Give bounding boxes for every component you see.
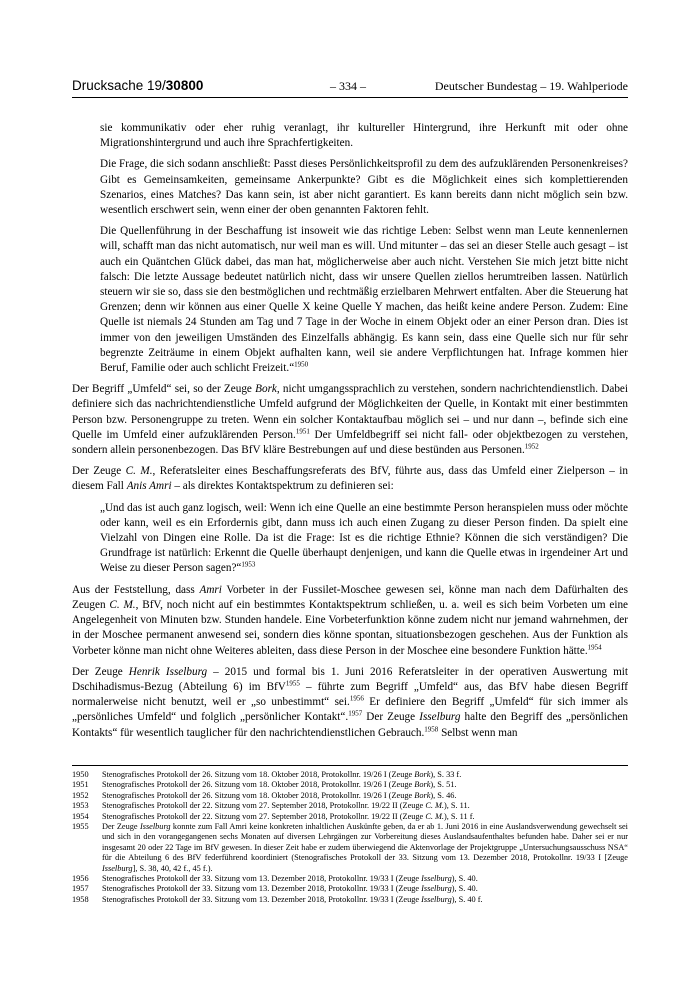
quote-paragraph-cm: „Und das ist auch ganz logisch, weil: Wenn ich eine Quelle an eine bestimmte Person heranspielen muss oder möchte oder kann, weil es ein Erfordernis gibt, dann muss ich auch einen Zugang zu dieser Person finden. Da spielt eine Vielzahl von Dingen eine Rolle. Da ist die Frage: Ist es die richtige Ethnie? Können die sich verständigen? Die Grundfrage ist natürlich: Erkennt die Quelle überhaupt denjenigen, und kann die Quelle etwas in irgendeiner Art und Weise zu dieser Person sagen?“$^{1953}$ [100, 501, 628, 575]
witness-name: C. M. [125, 465, 153, 478]
quote-paragraph-2: Die Frage, die sich sodann anschließt: Passt dieses Persönlichkeitsprofil zu dem des aufzuklärenden Personenkreises? Gibt es Gemeinsamkeiten, gemeinsame Ankerpunkte? Gibt es die Möglichkeit eines sich komplettierenden Szenarios, eines Matches? Das kann sein, ist aber nicht garantiert. Es kann bereits dann nicht möglich sein bzw. wesentlich erschwert sein, wenn einer der oben genannten Faktoren fehlt. [100, 158, 628, 217]
footnote-ref[interactable]: 1954 [587, 642, 602, 651]
witness-name: C. M. [109, 598, 136, 611]
person-name: Anis Amri [126, 480, 172, 493]
witness-name: Isselburg [419, 711, 461, 724]
footnote-1956: 1956 Stenografisches Protokoll der 33. Sitzung vom 13. Dezember 2018, Protokollnr. 19/33 I (Zeuge Isselburg), S. 40. [72, 874, 478, 884]
footnote-1954: 1954 Stenografisches Protokoll der 22. Sitzung vom 27. September 2018, Protokollnr. 19/22 II (Zeuge C. M.), S. 11 f. [72, 811, 475, 821]
body-text [72, 121, 628, 747]
quote-paragraph-3: Die Quellenführung in der Beschaffung ist insoweit wie das richtige Leben: Selbst wenn man Leute kennenlernen will, schafft man das nicht automatisch, nur weil man es will. Und mitunter – das sei an dieser Stelle auch gesagt – ist auch ein Quäntchen Glück dabei, das man hat, möglicherweise aber auch nicht. Verstehen Sie mich jetzt bitte nicht falsch: Die letzte Aussage bedeutet natürlich nicht, dass wir unsere Quellen ziellos herumtreiben lassen. Natürlich steuern wir sie so, dass sie den bestmöglichen und rechtmäßig erzielbaren Mehrwert entfalten. Aber die Steuerung hat Grenzen; denn wir können aus einer Quelle X keine Quelle Y machen, das heißt keine andere Person. Zudem: Eine Quelle ist niemals 24 Stunden am Tag und 7 Tage in der Woche in einem Objekt oder an einer Person dran. Dies ist immer von den jeweiligen Umständen des Einzelfalls abhängig. Es kann sein, dass eine Quelle sich nur für sehr begrenzte Zeiträume in einem Objekt aufhalten kann, weil sie andere Verpflichtungen hat. Infrage kommen hier Beruf, Familie oder auch schlicht Freizeit.“$^{1950}$ [100, 225, 628, 375]
footnote-1953: 1953 Stenografisches Protokoll der 22. Sitzung vom 27. September 2018, Protokollnr. 19/22 II (Zeuge C. M.), S. 11. [72, 801, 470, 811]
person-name: Amri [199, 583, 222, 596]
footnote-1957: 1957 Stenografisches Protokoll der 33. Sitzung vom 13. Dezember 2018, Protokollnr. 19/33 I (Zeuge Isselburg), S. 40. [72, 884, 478, 894]
footnote-ref[interactable]: 1952 [524, 442, 539, 451]
footnote-1958: 1958 Stenografisches Protokoll der 33. Sitzung vom 13. Dezember 2018, Protokollnr. 19/33 I (Zeuge Isselburg), S. 40 f. [72, 894, 483, 904]
footnote-1955: 1955 Der Zeuge Isselburg konnte zum Fall Amri keine konkreten inhaltlichen Auskünfte geben, da er ab 1. Juni 2016 in eine Auslandsverwendung gewechselt sei und sich in den vorangegangenen sechs Monaten auf diversen Lehrgängen zur Vorbereitung dieses Auslandsaufenthaltes befunden habe. Daher sei er nur insgesamt 20 oder 22 Tage im BfV gewesen. In dieser Zeit habe er zudem überwiegend die Aktenvorlage der Projektgruppe „Untersuchungsausschuss NSA“ für die Abteilung 6 des BfV federführend koordiniert (Stenografisches Protokoll der 33. Sitzung vom 13. Dezember 2018, Protokollnr. 19/33 I [Zeuge Isselburg], S. 38, 40, 42 f., 45 f.). [72, 822, 628, 873]
footnote-ref[interactable]: 1956 [349, 694, 364, 703]
paragraph-umfeld-bork: Der Begriff „Umfeld“ sei, so der Zeuge Bork, nicht umgangssprachlich zu verstehen, sondern nachrichtendienstlich. Dabei definiere sich das nachrichtendienstliche Umfeld aufgrund der Möglichkeiten der Quelle, in Kontakt mit einer bestimmten Person bzw. Personengruppe zu treten. Wenn ein solcher Kontaktaufbau möglich sei – und nur dann –, befinde sich eine Quelle im Umfeld einer aufzuklärenden Person.$^{1951}$ Der Umfeldbegriff sei nicht fall- oder objektbezogen zu verstehen, sondern allein personenbezogen. Das BfV kläre Bestrebungen auf und diese bestünden aus Personen.$^{1952}$ [72, 383, 628, 457]
paragraph-zeuge-cm: Der Zeuge C. M., Referatsleiter eines Beschaffungsreferats des BfV, führte aus, dass das Umfeld einer Zielperson – in diesem Fall Anis Amri – als direktes Kontaktspektrum zu definieren sei: [72, 465, 629, 493]
footnote-ref[interactable]: 1953 [241, 560, 256, 569]
footnote-ref[interactable]: 1955 [285, 679, 300, 688]
footnotes [72, 765, 628, 905]
institution-label: Deutscher Bundestag – 19. Wahlperiode [434, 79, 628, 93]
witness-name: Henrik Isselburg [128, 665, 208, 678]
paragraph-vorbeter: Aus der Feststellung, dass Amri Vorbeter in der Fussilet-Moschee gewesen sei, könne man nach dem Dafürhalten des Zeugen C. M., BfV, noch nicht auf ein bestimmtes Kontaktspektrum schließen, u. a. weil es sich beim Vorbeten um eine Angelegenheit von Minuten bzw. Stunden handele. Eine Vorbeterfunktion könne zudem nicht nur jemand wahrnehmen, der in der Moschee permanent anwesend sei, sondern dies könne spontan, situationsbezogen geschehen. Aus der Funktion als Vorbeter könne man nicht ohne Weiteres ableiten, dass diese Person in der Moschee eine besondere Funktion hätte.$^{1954}$ [72, 583, 629, 657]
footnote-1950: 1950 Stenografisches Protokoll der 26. Sitzung vom 18. Oktober 2018, Protokollnr. 19/26 I (Zeuge Bork), S. 33 f. [72, 770, 462, 779]
paragraph-isselburg: Der Zeuge Henrik Isselburg – 2015 und formal bis 1. Juni 2016 Referatsleiter in der operativen Auswertung mit Dschihadismus-Bezug (Abteilung 6) im BfV$^{1955}$ – führte zum Begriff „Umfeld“ aus, das BfV habe diesen Begriff normalerweise nicht benutzt, weil er „so unbestimmt“ sei.$^{1956}$ Er definiere den Begriff „Umfeld“ für sich immer als „persönliches Umfeld“ und folglich „persönlicher Kontakt“.$^{1957}$ Der Zeuge Isselburg halte den Begriff des „persönlichen Kontakts“ für wesentlich tauglicher für den nachrichtendienstlichen Gebrauch.$^{1958}$ Selbst wenn man [72, 665, 628, 739]
footnote-ref[interactable]: 1950 [294, 360, 309, 369]
witness-name: Bork [255, 383, 277, 396]
footnote-1952: 1952 Stenografisches Protokoll der 26. Sitzung vom 18. Oktober 2018, Protokollnr. 19/26 I (Zeuge Bork), S. 46. [72, 790, 457, 800]
quote-paragraph-1: sie kommunikativ oder eher ruhig veranlagt, ihr kultureller Hintergrund, ihre Herkunft mit oder ohne Migrationshintergrund und auch ihre Sprachfertigkeiten. [100, 122, 628, 150]
page-header [72, 78, 628, 98]
footnote-1951: 1951 Stenografisches Protokoll der 26. Sitzung vom 18. Oktober 2018, Protokollnr. 19/26 I (Zeuge Bork), S. 51. [72, 780, 457, 790]
footnote-ref[interactable]: 1958 [424, 724, 439, 733]
page-number: – 334 – [330, 79, 366, 93]
footnote-ref[interactable]: 1951 [295, 427, 310, 436]
document-number: Drucksache 19/30800 [72, 78, 204, 93]
footnote-ref[interactable]: 1957 [348, 709, 363, 718]
